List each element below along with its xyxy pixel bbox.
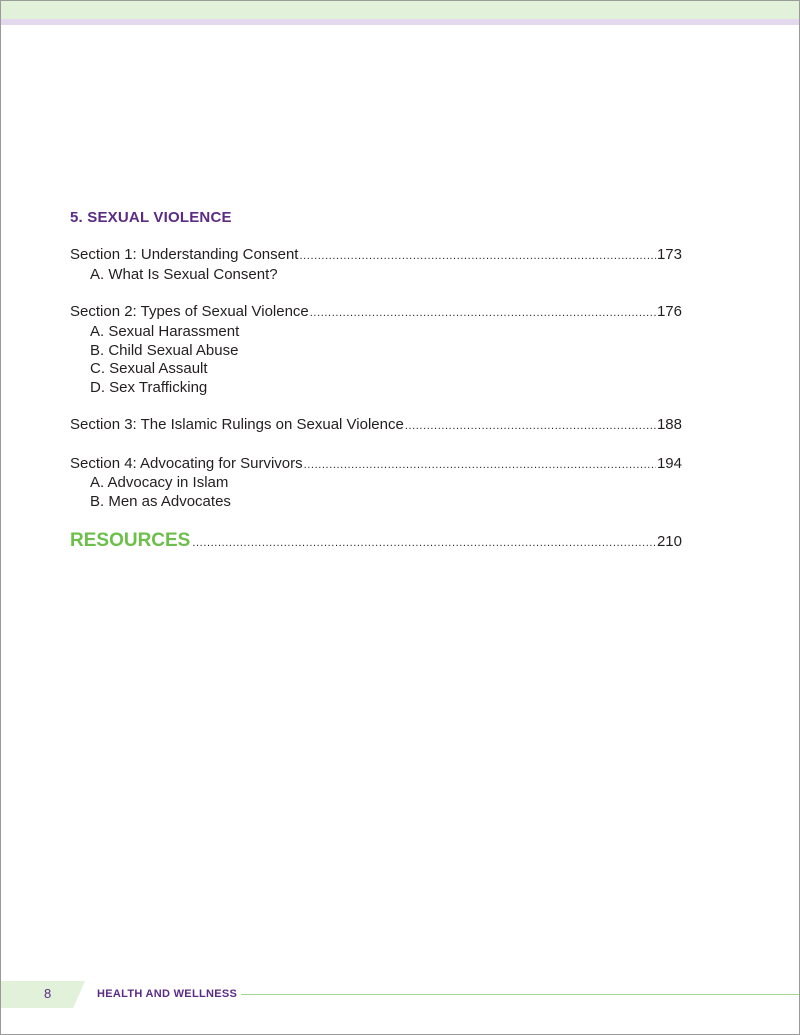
toc-entry[interactable] xyxy=(70,246,682,266)
toc-subitem: A. What Is Sexual Consent? xyxy=(90,265,278,283)
resources-title: RESOURCES xyxy=(70,530,191,552)
dot-leader xyxy=(299,246,655,266)
toc-entry-title: Section 4: Advocating for Survivors xyxy=(70,454,303,472)
toc-subitem: B. Men as Advocates xyxy=(90,493,231,511)
footer-rule xyxy=(241,994,799,995)
header-band xyxy=(1,1,799,19)
toc-entry-page: 194 xyxy=(656,454,682,472)
toc-section-2 xyxy=(70,303,682,398)
toc-section-4 xyxy=(70,455,682,512)
footer-tab xyxy=(1,981,85,1008)
footer-page-number: 8 xyxy=(44,986,52,1001)
toc-entry-page: 173 xyxy=(656,246,682,263)
dot-leader xyxy=(192,533,655,551)
chapter-heading: 5. SEXUAL VIOLENCE xyxy=(70,209,232,226)
toc-subitem: C. Sexual Assault xyxy=(90,360,208,378)
toc-entry-page: 176 xyxy=(656,303,682,321)
toc-entry-title: Section 1: Understanding Consent xyxy=(70,246,299,263)
toc-section-3 xyxy=(70,416,682,436)
toc-section-1 xyxy=(70,246,682,284)
toc-subitem: B. Child Sexual Abuse xyxy=(90,341,239,359)
toc-subitem: A. Advocacy in Islam xyxy=(90,474,229,492)
dot-leader xyxy=(304,455,656,475)
toc-entry[interactable] xyxy=(70,303,682,323)
footer-title: HEALTH AND WELLNESS xyxy=(97,988,238,1000)
toc-subitem: D. Sex Trafficking xyxy=(90,378,208,396)
toc-subitem: A. Sexual Harassment xyxy=(90,322,240,340)
toc-resources-entry[interactable] xyxy=(70,530,682,552)
toc-entry[interactable] xyxy=(70,455,682,475)
toc-entry-title: Section 2: Types of Sexual Violence xyxy=(70,303,309,321)
toc-entry-title: Section 3: The Islamic Rulings on Sexual Violence xyxy=(70,416,404,434)
table-of-contents xyxy=(70,209,682,552)
dot-leader xyxy=(310,303,656,323)
toc-entry-page: 188 xyxy=(656,416,682,434)
resources-page: 210 xyxy=(656,533,682,551)
toc-entry[interactable] xyxy=(70,416,682,436)
header-rule xyxy=(1,19,799,25)
dot-leader xyxy=(405,416,656,436)
